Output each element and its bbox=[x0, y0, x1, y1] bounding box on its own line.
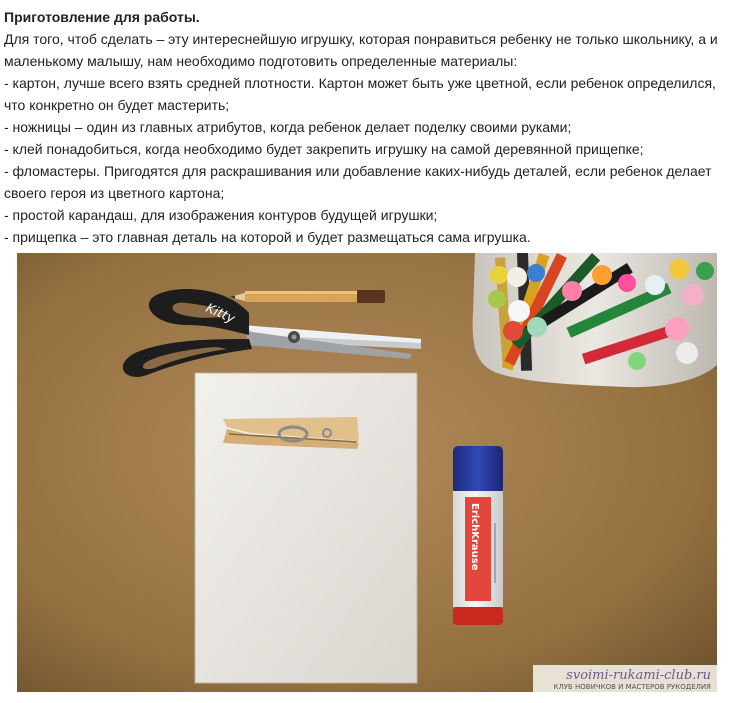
materials-photo bbox=[17, 253, 717, 692]
list-item: - клей понадобиться, когда необходимо будет закрепить игрушку на самой деревянной прищепке; bbox=[4, 141, 644, 157]
article bbox=[4, 6, 730, 248]
watermark-tagline: КЛУБ НОВИЧКОВ И МАСТЕРОВ РУКОДЕЛИЯ bbox=[553, 683, 711, 691]
pencil-icon bbox=[229, 290, 385, 303]
glue-stick-icon bbox=[453, 446, 503, 625]
list-item: - фломастеры. Пригодятся для раскрашивания или добавление каких-нибудь деталей, если ребенок делает своего героя из цветного картона; bbox=[4, 163, 712, 201]
glue-brand-label: ErichKrause bbox=[469, 503, 480, 571]
list-item: - прищепка – это главная деталь на которой и будет размещаться сама игрушка. bbox=[4, 229, 531, 245]
markers-cup-icon bbox=[473, 253, 717, 387]
list-item: - картон, лучше всего взять средней плотности. Картон может быть уже цветной, если ребенок определился, что конкретно он будет мастерить; bbox=[4, 75, 716, 113]
scissors-label: Kitty bbox=[203, 300, 237, 327]
watermark-site: svoimi-rukami-club.ru bbox=[566, 668, 711, 683]
article-heading: Приготовление для работы. bbox=[4, 9, 200, 25]
article-intro: Для того, чтоб сделать – эту интереснейшую игрушку, которая понравиться ребенку не только школьнику, а и маленькому малышу, нам необходимо подготовить определенные материалы: bbox=[4, 31, 718, 69]
list-item: - ножницы – один из главных атрибутов, когда ребенок делает поделку своими руками; bbox=[4, 119, 572, 135]
list-item: - простой карандаш, для изображения контуров будущей игрушки; bbox=[4, 207, 438, 223]
